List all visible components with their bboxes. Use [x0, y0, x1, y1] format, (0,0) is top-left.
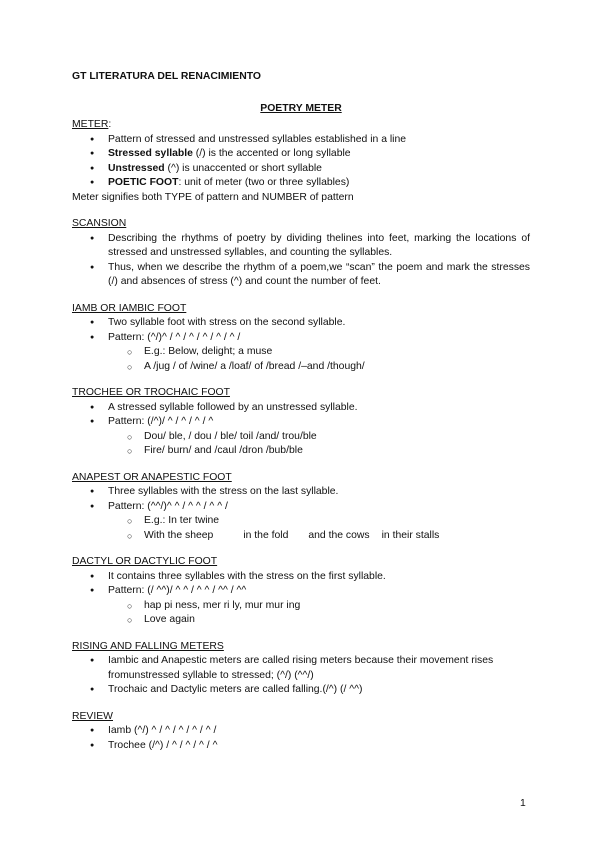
dactyl-heading: DACTYL OR DACTYLIC FOOT — [72, 556, 218, 567]
main-title: POETRY METER — [260, 103, 342, 114]
list-item: ● Describing the rhythms of poetry by dividing thelines into feet, marking the locations of stressed and unstressed syllables, and counting the syllables. — [72, 232, 530, 261]
trochee-examples — [72, 430, 530, 459]
list-item-text: : unit of meter (two or three syllables) — [178, 177, 350, 188]
rising-falling-list — [72, 654, 530, 698]
list-item: ○ Fire/ burn/ and /caul /dron /bub/ble — [72, 444, 530, 459]
document-title: GT LITERATURA DEL RENACIMIENTO — [72, 71, 261, 82]
list-item: ● A stressed syllable followed by an unstressed syllable. — [72, 401, 530, 416]
document-page — [72, 70, 530, 753]
trochee-heading: TROCHEE OR TROCHAIC FOOT — [72, 387, 230, 398]
list-item: ● Pattern: (/ ^^)/ ^ ^ / ^ ^ / ^^ / ^^ — [72, 584, 530, 599]
list-item: ● Trochaic and Dactylic meters are called falling.(/^) (/ ^^) — [72, 683, 530, 698]
meter-heading-colon: : — [108, 119, 112, 130]
review-heading: REVIEW — [72, 710, 113, 722]
term-poetic-foot: POETIC FOOT — [108, 177, 179, 188]
list-item — [72, 162, 530, 177]
list-item — [72, 331, 530, 346]
list-item: ○ A /jug / of /wine/ a /loaf/ of /bread /–and /though/ — [72, 360, 530, 375]
meter-heading-line — [72, 118, 530, 133]
example-phrase: in the fold — [243, 529, 289, 541]
trochee-list — [72, 401, 530, 430]
meter-note: Meter signifies both TYPE of pattern and NUMBER of pattern — [72, 191, 354, 203]
list-item: ● It contains three syllables with the stress on the first syllable. — [72, 570, 530, 585]
iamb-examples — [72, 345, 530, 374]
list-item: ○ E.g.: In ter twine — [72, 514, 530, 529]
iamb-heading: IAMB OR IAMBIC FOOT — [72, 302, 187, 314]
anapest-heading: ANAPEST OR ANAPESTIC FOOT — [72, 471, 232, 483]
example-phrase: With the sheep — [144, 529, 214, 541]
list-item: ● Thus, when we describe the rhythm of a poem,we “scan” the poem and mark the stresses (/) and absences of stress (^) and count the number of feet. — [72, 261, 530, 290]
list-item-text: (/) is the accented or long syllable — [192, 148, 351, 159]
list-item: ○ Dou/ ble, / dou / ble/ toil /and/ trou/ble — [72, 430, 530, 445]
review-list — [72, 724, 530, 753]
anapest-list — [72, 485, 530, 514]
meter-list — [72, 133, 530, 191]
list-item-text: Pattern: (^/)^ / ^ / ^ / ^ / ^ / ^ / — [108, 331, 241, 343]
dactyl-list — [72, 570, 530, 599]
list-item — [72, 147, 530, 162]
list-item-text: (^) is unaccented or short syllable — [164, 162, 322, 174]
list-item: ○ E.g.: Below, delight; a muse — [72, 345, 530, 360]
list-item: ● Pattern: (/^)/ ^ / ^ / ^ / ^ — [72, 415, 530, 430]
list-item: ● Iamb (^/) ^ / ^ / ^ / ^ / ^ / — [72, 724, 530, 739]
list-item: ○ hap pi ness, mer ri ly, mur mur ing — [72, 599, 530, 614]
term-unstressed: Unstressed — [108, 162, 165, 174]
page-number: 1 — [520, 798, 526, 809]
example-phrase: in their stalls — [381, 529, 440, 541]
list-item: ● Iambic and Anapestic meters are called rising meters because their movement rises fromunstressed syllable to stressed; (^/) (^^/) — [72, 654, 530, 683]
scansion-heading: SCANSION — [72, 218, 127, 229]
list-item: ● Two syllable foot with stress on the second syllable. — [72, 316, 530, 331]
dactyl-examples — [72, 599, 530, 628]
example-phrase: and the cows — [308, 529, 370, 541]
list-item-text: Pattern of stressed and unstressed syllables established in a line — [108, 133, 407, 145]
anapest-examples — [72, 514, 530, 543]
scansion-list — [72, 232, 530, 290]
list-item — [72, 176, 530, 191]
list-item: ● Trochee (/^) / ^ / ^ / ^ / ^ — [72, 739, 530, 754]
meter-heading: METER — [72, 119, 109, 130]
iamb-list — [72, 316, 530, 345]
rising-falling-heading: RISING AND FALLING METERS — [72, 640, 224, 652]
list-item — [72, 529, 530, 544]
list-item: ● Pattern: (^^/)^ ^ / ^ ^ / ^ ^ / — [72, 500, 530, 515]
list-item: ○ Love again — [72, 613, 530, 628]
term-stressed: Stressed syllable — [108, 148, 193, 159]
list-item: ● Three syllables with the stress on the last syllable. — [72, 485, 530, 500]
list-item — [72, 133, 530, 148]
